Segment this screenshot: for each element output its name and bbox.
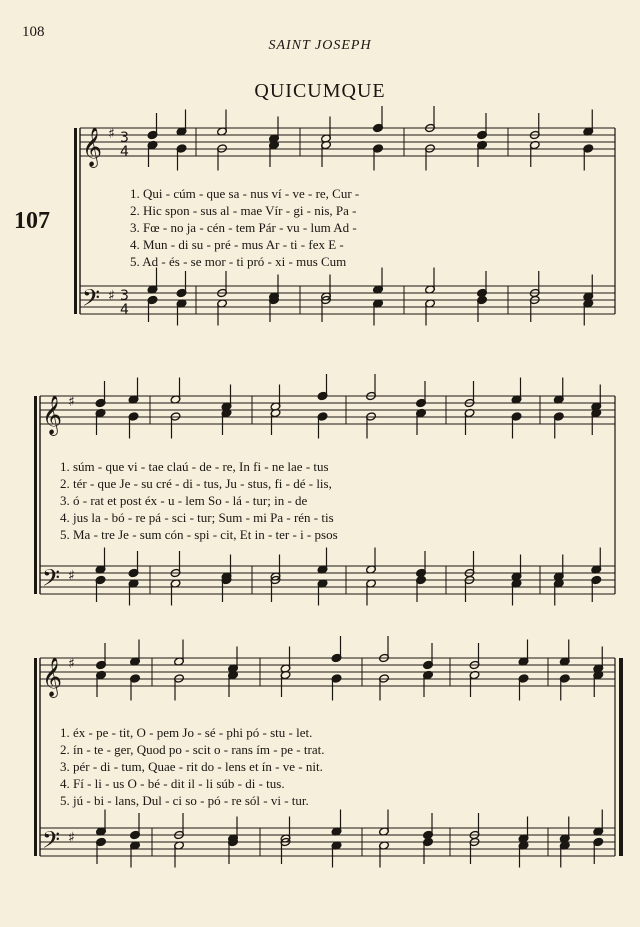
- key-signature-sharp-icon: ♯: [68, 568, 75, 584]
- verse-line: 4. jus la - bó - re pá - sci - tur; Sum - mi Pa - rén - tis: [60, 510, 334, 525]
- hymn-title: QUICUMQUE: [254, 80, 386, 102]
- key-signature-sharp-icon: ♯: [68, 656, 75, 672]
- time-signature-top: 3: [120, 130, 129, 146]
- verse-line: 2. Hic spon - sus al - mae Vír - gi - nis, Pa -: [130, 203, 357, 218]
- key-signature-sharp-icon: ♯: [68, 830, 75, 846]
- bass-clef-icon: 𝄢: [42, 564, 61, 597]
- verse-line: 2. tér - que Je - su cré - di - tus, Ju - stus, fi - dé - lis,: [60, 476, 332, 491]
- verse-line: 1. Qui - cúm - que sa - nus ví - ve - re, Cur -: [130, 186, 360, 201]
- key-signature-sharp-icon: ♯: [108, 126, 115, 142]
- verse-line: 5. Ad - és - se mor - ti pró - xi - mus Cum: [130, 254, 347, 269]
- time-signature-top: 3: [120, 288, 129, 304]
- page-number: 108: [22, 24, 45, 40]
- verse-line: 3. ó - rat et post éx - u - lem So - lá - tur; in - de: [60, 493, 308, 508]
- verse-line: 3. pér - di - tum, Quae - rit do - lens et ín - ve - nit.: [60, 759, 323, 774]
- treble-clef-icon: 𝄞: [82, 127, 103, 167]
- verse-line: 1. súm - que vi - tae claú - de - re, In fi - ne lae - tus: [60, 459, 329, 474]
- verse-line: 5. Ma - tre Je - sum cón - spi - cit, Et in - ter - i - psos: [60, 527, 338, 542]
- verse-line: 3. Fœ - no ja - cén - tem Pár - vu - lum Ad -: [130, 220, 357, 235]
- system-bracket: [74, 128, 77, 314]
- verse-line: 2. ín - te - ger, Quod po - scit o - rans ím - pe - trat.: [60, 742, 325, 757]
- bass-clef-icon: 𝄢: [42, 826, 61, 859]
- verse-line: 4. Mun - di su - pré - mus Ar - ti - fex E -: [130, 237, 344, 252]
- treble-clef-icon: 𝄞: [42, 657, 63, 697]
- system-bracket: [34, 396, 37, 594]
- final-barline: [619, 658, 623, 856]
- running-head: SAINT JOSEPH: [268, 38, 372, 53]
- key-signature-sharp-icon: ♯: [68, 394, 75, 410]
- hymn-number: 107: [14, 208, 50, 234]
- treble-clef-icon: 𝄞: [42, 395, 63, 435]
- time-signature-bottom: 4: [120, 302, 129, 318]
- verse-line: 5. jú - bi - lans, Dul - ci so - pó - re sól - vi - tur.: [60, 793, 309, 808]
- bass-clef-icon: 𝄢: [82, 284, 101, 317]
- key-signature-sharp-icon: ♯: [108, 288, 115, 304]
- system-bracket: [34, 658, 37, 856]
- verse-line: 1. éx - pe - tit, O - pem Jo - sé - phi pó - stu - let.: [60, 725, 313, 740]
- verse-line: 4. Fí - li - us O - bé - dit il - li súb - di - tus.: [60, 776, 285, 791]
- time-signature-bottom: 4: [120, 144, 129, 160]
